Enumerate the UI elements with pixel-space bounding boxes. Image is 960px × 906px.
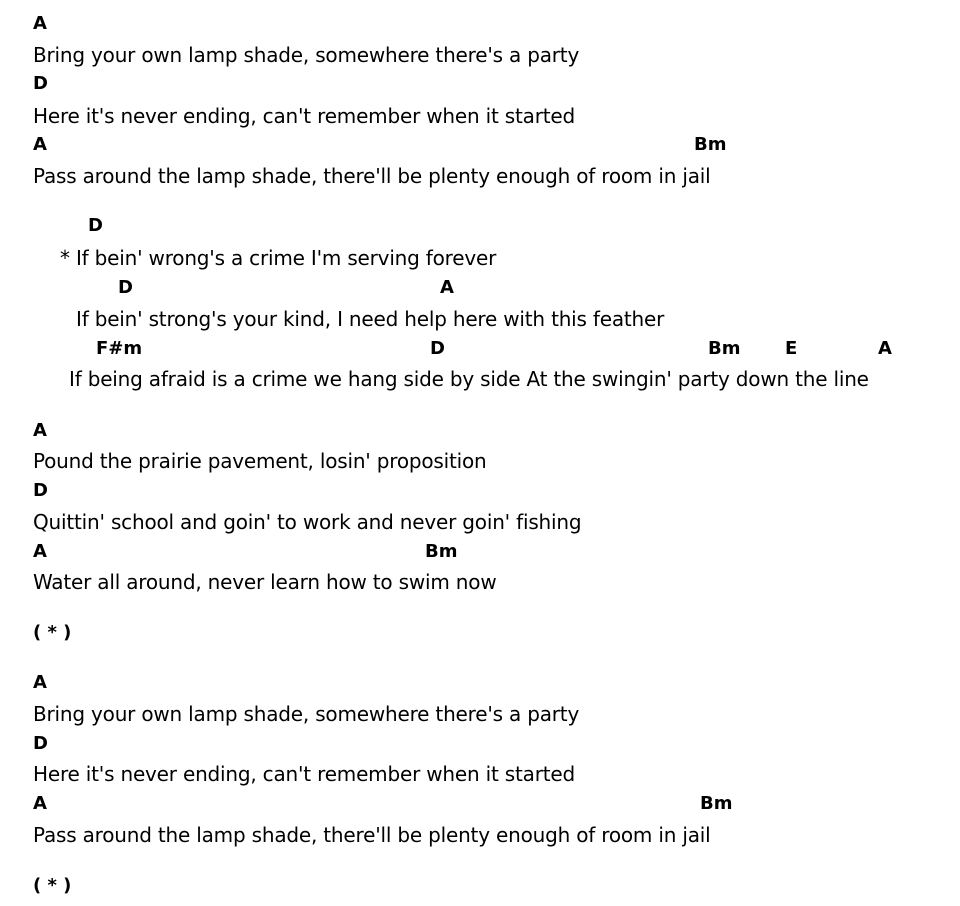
lyric-text: If bein' strong's your kind, I need help here with this feather xyxy=(76,307,665,331)
chord: F#m xyxy=(96,338,143,359)
chord: Bm xyxy=(708,338,741,359)
chord: D xyxy=(430,338,445,359)
chord: A xyxy=(440,277,454,298)
lyric-text: Bring your own lamp shade, somewhere there's a party xyxy=(33,702,580,726)
chord: Bm xyxy=(694,134,727,155)
chord: A xyxy=(33,541,47,562)
lyric-text: Water all around, never learn how to swim now xyxy=(33,570,497,594)
chord: A xyxy=(33,13,47,34)
chord: D xyxy=(33,733,48,754)
lyric-text: Here it's never ending, can't remember when it started xyxy=(33,762,575,786)
lyric-text: Bring your own lamp shade, somewhere there's a party xyxy=(33,43,580,67)
chord: D xyxy=(33,73,48,94)
chord: E xyxy=(785,338,798,359)
lyric-text: * If bein' wrong's a crime I'm serving forever xyxy=(60,246,497,270)
chord: A xyxy=(33,672,47,693)
chord: Bm xyxy=(425,541,458,562)
lyric-text: Quittin' school and goin' to work and never goin' fishing xyxy=(33,510,582,534)
chord: A xyxy=(33,420,47,441)
chord: A xyxy=(33,134,47,155)
chorus-marker-text: ( * ) xyxy=(33,622,72,643)
chord: D xyxy=(88,215,103,236)
chord: D xyxy=(33,480,48,501)
lyric-text: Here it's never ending, can't remember when it started xyxy=(33,104,575,128)
chord: A xyxy=(878,338,892,359)
chord: D xyxy=(118,277,133,298)
chord: Bm xyxy=(700,793,733,814)
lyric-text: Pass around the lamp shade, there'll be plenty enough of room in jail xyxy=(33,164,711,188)
chord: A xyxy=(33,793,47,814)
chorus-marker-text: ( * ) xyxy=(33,875,72,896)
lyric-text: Pass around the lamp shade, there'll be plenty enough of room in jail xyxy=(33,823,711,847)
lyric-text: If being afraid is a crime we hang side by side At the swingin' party down the line xyxy=(69,367,869,391)
lyric-text: Pound the prairie pavement, losin' proposition xyxy=(33,449,487,473)
